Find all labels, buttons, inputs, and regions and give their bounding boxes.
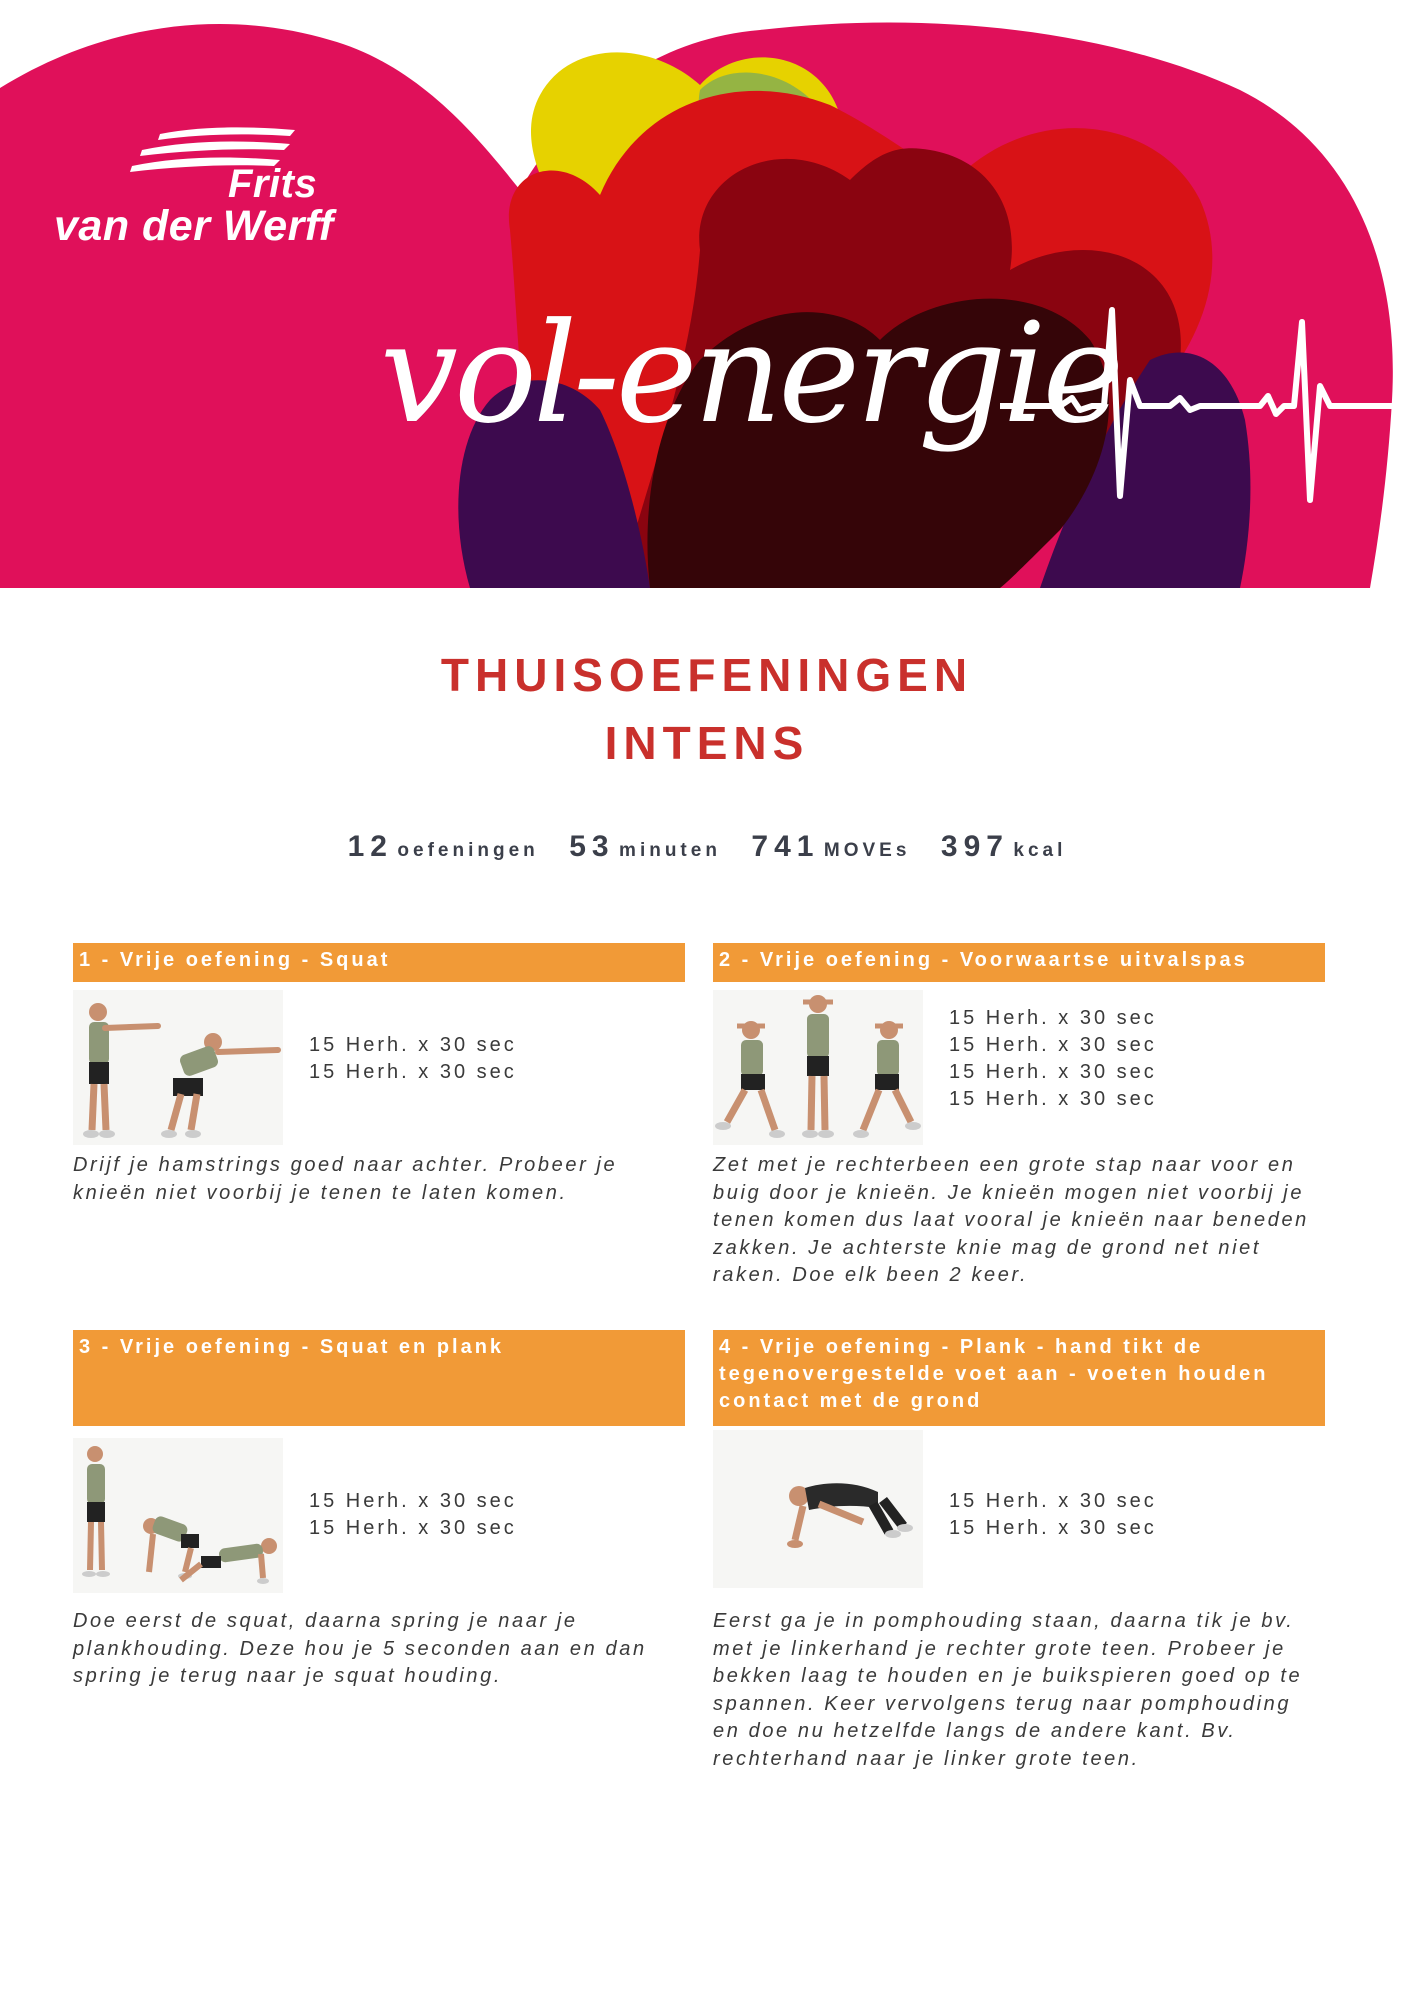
header-banner [0,0,1414,600]
exercise-sets [949,1488,1157,1542]
exercise-card-4 [713,1330,1325,1770]
exercise-header: 2 - Vrije oefening - Voorwaartse uitvalspas [713,943,1325,982]
page-title: THUISOEFENINGEN [440,649,974,701]
workout-stats [0,830,1414,864]
squat-plank-figure-icon [73,1438,283,1593]
stat-minutes-label: minuten [619,840,721,861]
set-line: 15 Herh. x 30 sec [309,1490,517,1512]
stat-moves-label: MOVEs [823,840,911,861]
exercise-description: Eerst ga je in pomphouding staan, daarna tik je bv. met je linkerhand je rechter grote teen. Probeer je bekken laag te houden en je buikspieren goed op te spannen. Keer vervolgens terug naar pomphouding en doe nu hetzelfde langs de andere kant. Bv. rechterhand naar je linker grote teen. [713,1610,1303,1770]
stat-minutes-count: 53 [569,830,615,863]
stat-exercises-label: oefeningen [397,840,539,861]
exercise-image-lunge [713,990,923,1145]
exercise-sets [309,1488,517,1542]
stat-kcal-label: kcal [1013,840,1067,861]
exercise-header: 1 - Vrije oefening - Squat [73,943,685,982]
exercise-sets [949,1005,1157,1113]
page-subtitle: INTENS [604,717,810,769]
exercise-card-3 [73,1330,685,1686]
vol-energie-script: vol-energie [380,293,1121,454]
exercise-description: Doe eerst de squat, daarna spring je naar je plankhouding. Deze hou je 5 seconden aan en dan spring je terug naar je squat houding. [73,1610,647,1687]
exercise-sets [309,1032,517,1086]
plank-toe-tap-figure-icon [713,1430,923,1588]
lunge-figure-icon [713,990,923,1145]
set-line: 15 Herh. x 30 sec [309,1517,517,1539]
heartbeat-line-icon [1000,300,1414,520]
exercise-header: 3 - Vrije oefening - Squat en plank [73,1330,685,1426]
set-line: 15 Herh. x 30 sec [949,1061,1157,1083]
set-line: 15 Herh. x 30 sec [309,1034,517,1056]
logo-text-first-name: Frits [228,162,318,206]
exercise-image-plank-toe-tap [713,1430,923,1588]
set-line: 15 Herh. x 30 sec [949,1490,1157,1512]
squat-figure-icon [73,990,283,1145]
exercise-description: Zet met je rechterbeen een grote stap naar voor en buig door je knieën. Je knieën mogen niet voorbij je tenen komen dus laat vooral je knieën naar beneden zakken. Je achterste knie mag de grond net niet raken. Doe elk been 2 keer. [713,1154,1309,1286]
stat-kcal-count: 397 [940,830,1009,863]
exercise-card-2 [713,943,1325,1286]
set-line: 15 Herh. x 30 sec [949,1034,1157,1056]
set-line: 15 Herh. x 30 sec [949,1007,1157,1029]
exercise-card-1 [73,943,685,1202]
stat-moves-count: 741 [751,830,820,863]
exercise-image-squat-plank [73,1438,283,1593]
exercise-image-squat [73,990,283,1145]
set-line: 15 Herh. x 30 sec [949,1517,1157,1539]
exercise-description: Drijf je hamstrings goed naar achter. Probeer je knieën niet voorbij je tenen te laten komen. [73,1154,618,1204]
stat-exercises-count: 12 [347,830,393,863]
set-line: 15 Herh. x 30 sec [309,1061,517,1083]
logo-text-last-name: van der Werff [54,202,334,250]
exercise-header: 4 - Vrije oefening - Plank - hand tikt de tegenovergestelde voet aan - voeten houden contact met de grond [713,1330,1325,1426]
brand-logo [50,120,370,250]
set-line: 15 Herh. x 30 sec [949,1088,1157,1110]
